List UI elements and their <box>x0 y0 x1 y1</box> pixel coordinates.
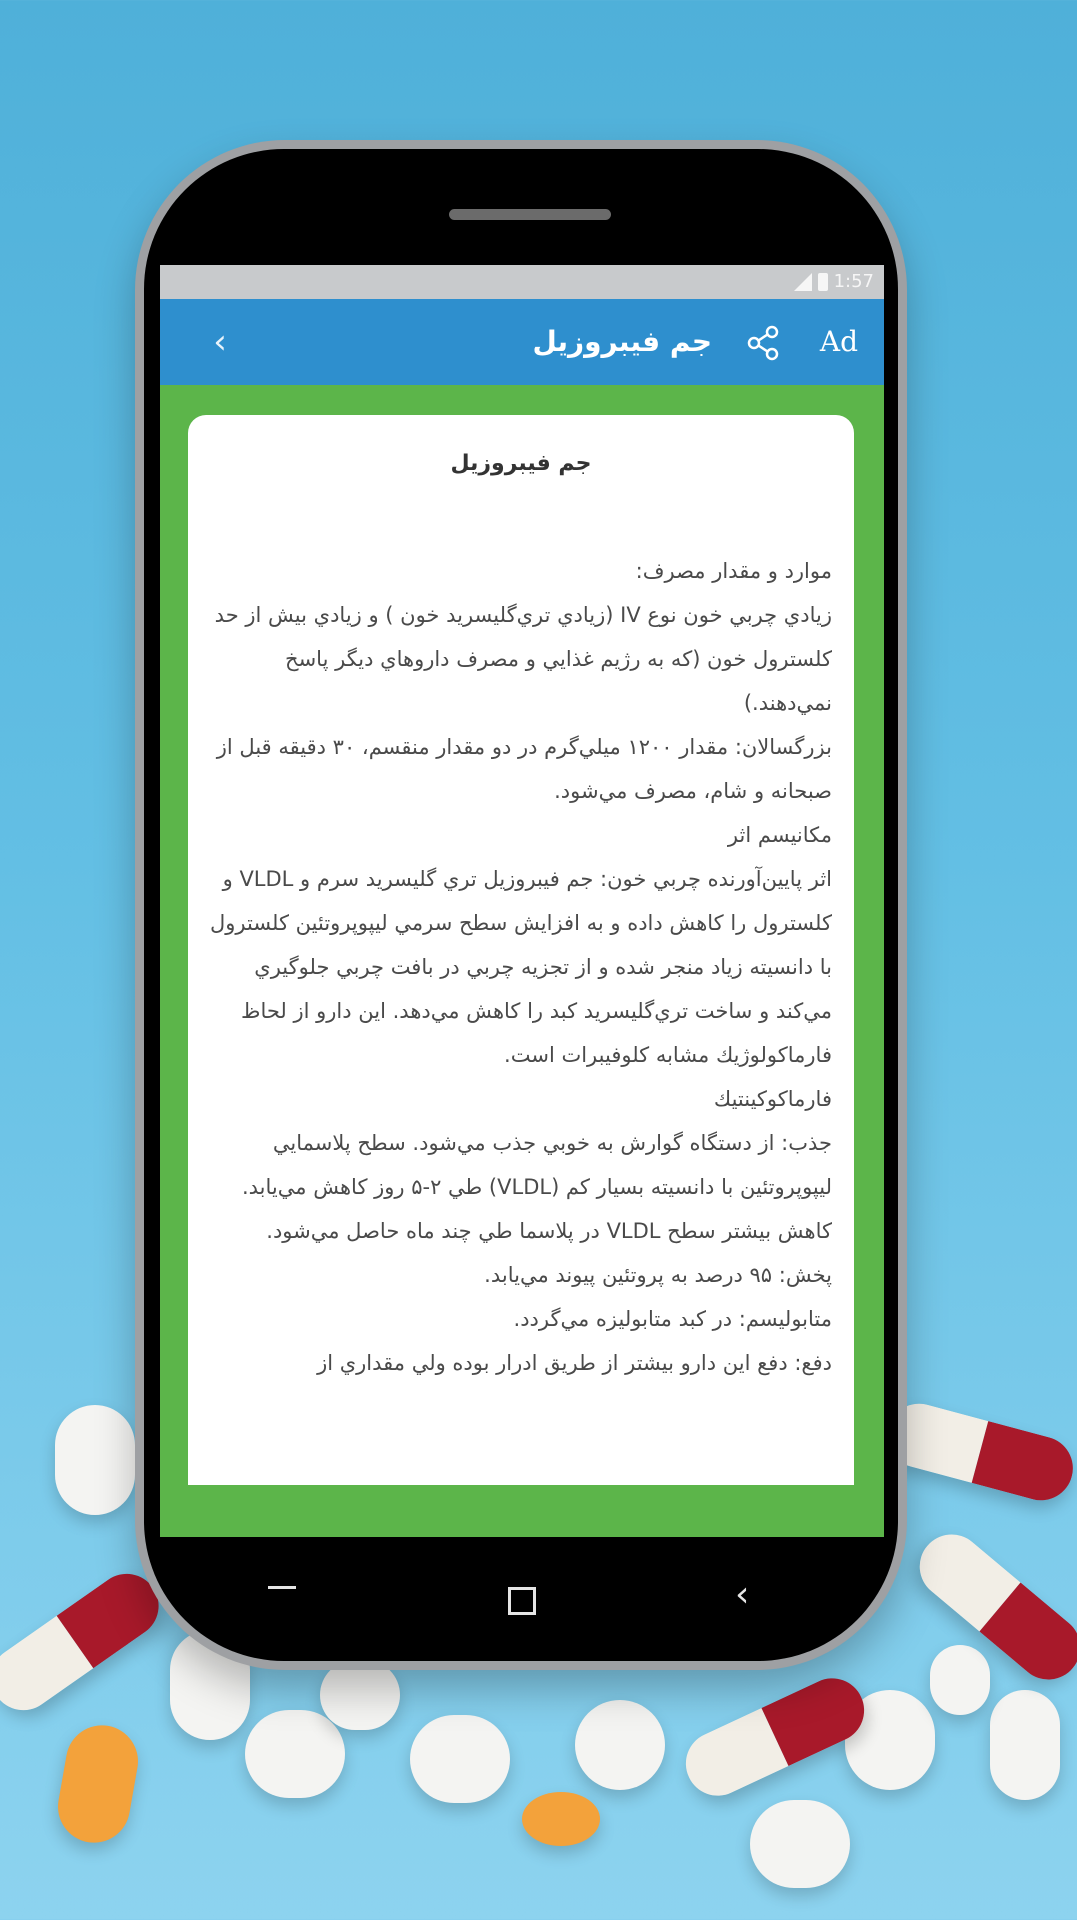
recent-apps-icon[interactable] <box>508 1587 536 1615</box>
content-paragraph: موارد و مقدار مصرف: <box>635 559 832 583</box>
background-pill <box>55 1405 135 1515</box>
background-orange-pill <box>522 1792 600 1846</box>
background-pill <box>750 1800 850 1888</box>
background-capsule <box>880 1397 1077 1508</box>
background-pill <box>320 1660 400 1730</box>
content-paragraph: دفع: دفع اين دارو بيشتر از طريق ادرار بوده ولي مقداري از <box>317 1351 832 1375</box>
background-pill <box>575 1700 665 1790</box>
ad-button[interactable]: Ad <box>819 325 858 358</box>
status-bar <box>160 265 884 299</box>
content-card <box>188 415 854 1485</box>
battery-icon <box>818 273 828 291</box>
chevron-left-icon: ‹ <box>213 322 227 362</box>
back-button[interactable] <box>200 317 240 367</box>
background-pill <box>245 1710 345 1798</box>
content-body <box>210 549 832 1385</box>
phone-speaker <box>449 209 611 220</box>
app-bar <box>160 299 884 385</box>
content-paragraph: بزرگسالان: مقدار ۱۲۰۰ ميلي‌گرم در دو مقدار منقسم، ۳۰ دقيقه قبل از صبحانه و شام، مصرف مي‌شود. <box>216 735 832 803</box>
content-paragraph: پخش: ۹۵ درصد به پروتئين پيوند مي‌يابد. <box>484 1263 832 1287</box>
phone-frame <box>135 140 907 1670</box>
background-orange-pill <box>52 1720 143 1849</box>
background-pill <box>930 1645 990 1715</box>
phone-bezel <box>144 149 898 1661</box>
content-paragraph: جذب: از دستگاه گوارش به خوبي جذب مي‌شود. سطح پلاسمايي ليپوپروتئين با دانسيته بسيار كم (VLDL) طي ۲-۵ روز كاهش مي‌يابد. كاهش بيشتر سطح VLDL در پلاسما طي چند ماه حاصل مي‌شود. <box>241 1131 832 1243</box>
navigation-bar <box>160 1539 884 1649</box>
status-indicators <box>794 271 874 292</box>
content-paragraph: متابوليسم: در كبد متابوليزه مي‌گردد. <box>513 1307 832 1331</box>
share-icon <box>744 323 784 363</box>
content-title: جم فيبروزيل <box>450 451 592 476</box>
share-button[interactable] <box>744 323 784 363</box>
background-capsule <box>0 1561 171 1722</box>
content-paragraph: زيادي چربي خون نوع IV (زيادي تري‌گليسريد خون ) و زيادي بيش از حد كلسترول خون (كه به رژيم غذايي و مصرف داروهاي ديگر پاسخ نمي‌دهند.) <box>214 603 832 715</box>
signal-icon <box>794 273 812 291</box>
app-screen <box>160 265 884 1537</box>
status-time: 1:57 <box>833 271 874 292</box>
content-paragraph: اثر پايين‌آورنده چربي خون: جم فيبروزيل تري گليسريد سرم و VLDL و كلسترول را كاهش داده و به افزايش سطح سرمي ليپوپروتئين كلسترول با دانسيته زياد منجر شده و از تجزيه چربي در بافت چربي جلوگيري مي‌كند و ساخت تري‌گليسريد كبد را كاهش مي‌دهد. اين دارو از لحاظ فارماكولوژيك مشابه كلوفيبرات است. <box>210 867 832 1067</box>
background-pill <box>410 1715 510 1803</box>
home-bar-icon[interactable] <box>268 1586 296 1589</box>
background-pill <box>990 1690 1060 1800</box>
content-paragraph: فارماكوكينتيك <box>713 1087 832 1111</box>
nav-back-icon[interactable]: ‹ <box>735 1574 750 1615</box>
background-capsule <box>675 1668 874 1806</box>
page-title: جم فیبروزیل <box>532 325 712 358</box>
content-paragraph: مكانيسم اثر <box>727 823 832 847</box>
